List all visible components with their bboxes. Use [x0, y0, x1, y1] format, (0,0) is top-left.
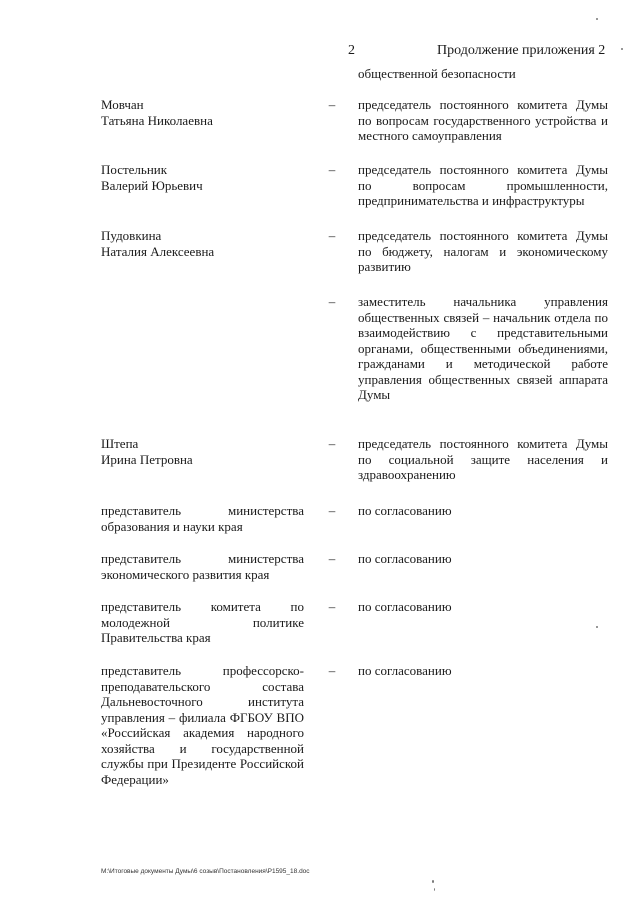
scan-speck: [596, 18, 598, 20]
member-given-names: Татьяна Николаевна: [101, 112, 213, 128]
member-given-names: Наталия Алексеевна: [101, 243, 215, 259]
member-role: по согласованию: [358, 503, 452, 518]
member-role: по согласованию: [358, 599, 452, 614]
member-given-names: Валерий Юрьевич: [101, 177, 203, 193]
member-surname: Пудовкина: [101, 228, 162, 243]
separator-dash: –: [328, 663, 336, 678]
scan-speck: [432, 880, 434, 883]
scan-speck: [596, 626, 598, 628]
separator-dash: –: [328, 599, 336, 614]
member-given-names: Ирина Петровна: [101, 451, 193, 467]
representative-name: представитель профессорско-преподавательского состава Дальневосточного института управления – филиала ФГБОУ ВПО «Российская академия народного хозяйства и государственной службы при Президенте Российской Федерации»: [101, 663, 304, 787]
continued-description: общественной безопасности: [358, 66, 516, 81]
member-surname: Штепа: [101, 436, 139, 451]
member-role: по согласованию: [358, 551, 452, 566]
member-role: председатель постоянного комитета Думы по вопросам государственного устройства и местного самоуправления: [358, 97, 608, 143]
representative-name: представитель комитета по молодежной политике Правительства края: [101, 599, 304, 645]
file-path-footer: M:\Итоговые документы Думы\6 созыв\Постановления\Р1595_18.doc: [101, 868, 310, 875]
scan-speck: [621, 48, 623, 50]
separator-dash: –: [328, 162, 336, 177]
member-role: по согласованию: [358, 663, 452, 678]
member-name: [101, 97, 304, 128]
appendix-continuation-header: Продолжение приложения 2: [437, 43, 606, 58]
member-role: председатель постоянного комитета Думы по бюджету, налогам и экономическому развитию: [358, 228, 608, 274]
member-name: [101, 162, 304, 193]
separator-dash: –: [328, 97, 336, 112]
separator-dash: –: [328, 228, 336, 243]
page-number: 2: [348, 43, 355, 58]
representative-name: представитель министерства экономического развития края: [101, 551, 304, 582]
member-surname: Мовчан: [101, 97, 144, 112]
member-name: [101, 436, 304, 467]
member-role: председатель постоянного комитета Думы по вопросам промышленности, предпринимательства и инфраструктуры: [358, 162, 608, 208]
representative-name: представитель министерства образования и науки края: [101, 503, 304, 534]
separator-dash: –: [328, 503, 336, 518]
member-name: [101, 228, 304, 259]
separator-dash: –: [328, 551, 336, 566]
member-surname: Постельник: [101, 162, 168, 177]
member-role: председатель постоянного комитета Думы по социальной защите населения и здравоохранению: [358, 436, 608, 482]
separator-dash: –: [328, 436, 336, 451]
member-role: заместитель начальника управления общественных связей – начальник отдела по взаимодействию с представительными органами, общественными объединениями, гражданами и методической работе управления общественных связей аппарата Думы: [358, 294, 608, 402]
scan-speck: [434, 888, 435, 891]
separator-dash: –: [328, 294, 336, 309]
